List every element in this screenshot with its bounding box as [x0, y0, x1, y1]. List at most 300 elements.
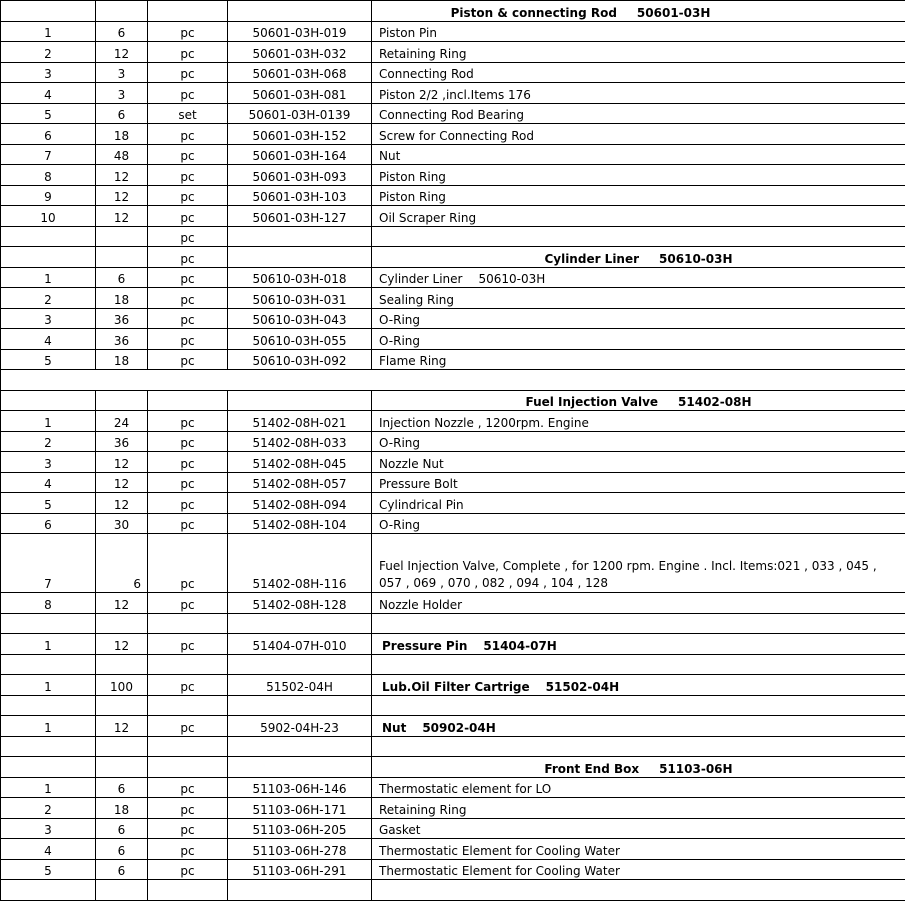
description-cell[interactable] — [372, 206, 905, 227]
item-no-cell-text: 1 — [44, 721, 52, 735]
description-text: Cylindrical Pin — [379, 498, 464, 512]
item-no-cell[interactable] — [1, 165, 96, 186]
unit-cell[interactable] — [148, 226, 228, 247]
unit-cell[interactable] — [148, 329, 228, 350]
qty-cell[interactable] — [96, 247, 148, 268]
description-cell[interactable] — [372, 493, 905, 514]
unit-cell-text: pc — [180, 477, 194, 491]
unit-cell[interactable] — [148, 83, 228, 104]
part-row — [1, 798, 905, 819]
part-no-cell[interactable] — [228, 267, 372, 288]
qty-cell[interactable] — [96, 42, 148, 63]
item-no-cell[interactable] — [1, 634, 96, 655]
description-text: O-Ring — [379, 334, 420, 348]
unit-cell[interactable] — [148, 880, 228, 901]
part-no-cell[interactable] — [228, 185, 372, 206]
description-text: Fuel Injection Valve, Complete , for 1200 rpm. Engine . Incl. Items:021 , 033 , 045 , 057 , 069 , 070 , 082 , 094 , 104 , 128 — [379, 558, 901, 592]
part-no-cell[interactable] — [228, 83, 372, 104]
part-row — [1, 226, 905, 247]
part-no-cell[interactable] — [228, 411, 372, 432]
unit-cell[interactable] — [148, 534, 228, 593]
qty-cell[interactable] — [96, 267, 148, 288]
qty-cell[interactable] — [96, 757, 148, 778]
qty-cell[interactable] — [96, 736, 148, 757]
item-no-cell-text: 1 — [44, 782, 52, 796]
item-no-cell[interactable] — [1, 124, 96, 145]
description-cell[interactable] — [372, 267, 905, 288]
part-no-cell-text: 50601-03H-103 — [252, 190, 346, 204]
qty-cell[interactable] — [96, 288, 148, 309]
part-no-cell-text: 51404-07H-010 — [252, 639, 346, 653]
description-cell[interactable] — [372, 431, 905, 452]
description-cell[interactable] — [372, 859, 905, 880]
unit-cell[interactable] — [148, 716, 228, 737]
qty-cell[interactable] — [96, 880, 148, 901]
part-row — [1, 513, 905, 534]
part-no-cell[interactable] — [228, 21, 372, 42]
qty-cell[interactable] — [96, 777, 148, 798]
unit-cell[interactable] — [148, 798, 228, 819]
part-no-cell[interactable] — [228, 144, 372, 165]
qty-cell-text: 30 — [114, 518, 129, 532]
item-no-cell[interactable] — [1, 83, 96, 104]
unit-cell[interactable] — [148, 736, 228, 757]
item-no-cell[interactable] — [1, 493, 96, 514]
qty-cell[interactable] — [96, 859, 148, 880]
part-row — [1, 267, 905, 288]
qty-cell[interactable] — [96, 798, 148, 819]
qty-cell-text: 12 — [114, 457, 129, 471]
description-cell[interactable] — [372, 654, 905, 675]
unit-cell-text: pc — [180, 170, 194, 184]
item-no-cell-text: 5 — [44, 864, 52, 878]
description-text: O-Ring — [379, 436, 420, 450]
description-text: Oil Scraper Ring — [379, 211, 476, 225]
qty-cell[interactable] — [96, 185, 148, 206]
description-cell[interactable] — [372, 798, 905, 819]
item-no-cell[interactable] — [1, 736, 96, 757]
qty-cell[interactable] — [96, 226, 148, 247]
part-no-cell[interactable] — [228, 390, 372, 411]
qty-cell[interactable] — [96, 349, 148, 370]
part-no-cell[interactable] — [228, 513, 372, 534]
item-no-cell[interactable] — [1, 880, 96, 901]
part-no-cell[interactable] — [228, 654, 372, 675]
qty-cell[interactable] — [96, 695, 148, 716]
unit-cell[interactable] — [148, 613, 228, 634]
parts-list-body — [1, 1, 905, 901]
description-text: Piston Ring — [379, 190, 446, 204]
unit-cell[interactable] — [148, 431, 228, 452]
qty-cell[interactable] — [96, 634, 148, 655]
part-no-cell[interactable] — [228, 62, 372, 83]
qty-cell[interactable] — [96, 62, 148, 83]
part-no-cell-text: 51402-08H-057 — [252, 477, 346, 491]
part-no-cell[interactable] — [228, 431, 372, 452]
qty-cell[interactable] — [96, 165, 148, 186]
part-no-cell[interactable] — [228, 349, 372, 370]
item-no-cell-text: 10 — [40, 211, 55, 225]
description-cell[interactable] — [372, 144, 905, 165]
section-title: Fuel Injection Valve — [525, 395, 658, 409]
description-cell[interactable] — [372, 593, 905, 614]
description-cell[interactable] — [372, 695, 905, 716]
unit-cell[interactable] — [148, 165, 228, 186]
unit-cell[interactable] — [148, 288, 228, 309]
description-cell[interactable] — [372, 716, 905, 737]
item-no-cell-text: 6 — [44, 518, 52, 532]
unit-cell[interactable] — [148, 675, 228, 696]
part-no-cell-text: 5902-04H-23 — [260, 721, 339, 735]
qty-cell[interactable] — [96, 431, 148, 452]
description-text: Connecting Rod — [379, 67, 474, 81]
qty-cell-text: 100 — [110, 680, 133, 694]
description-cell[interactable] — [372, 534, 905, 593]
part-no-cell[interactable] — [228, 634, 372, 655]
item-no-cell[interactable] — [1, 695, 96, 716]
part-no-cell-text: 51103-06H-146 — [252, 782, 346, 796]
item-no-cell[interactable] — [1, 21, 96, 42]
item-no-cell[interactable] — [1, 185, 96, 206]
unit-cell[interactable] — [148, 493, 228, 514]
part-no-cell[interactable] — [228, 880, 372, 901]
part-row — [1, 472, 905, 493]
item-no-cell[interactable] — [1, 593, 96, 614]
part-row — [1, 493, 905, 514]
qty-cell[interactable] — [96, 83, 148, 104]
section-code: 50610-03H — [659, 252, 732, 266]
part-no-cell[interactable] — [228, 859, 372, 880]
qty-cell-text: 6 — [118, 864, 126, 878]
section-title-cell[interactable] — [372, 757, 905, 778]
description-text: Retaining Ring — [379, 803, 466, 817]
qty-cell[interactable] — [96, 818, 148, 839]
unit-cell-text: pc — [180, 518, 194, 532]
item-no-cell[interactable] — [1, 452, 96, 473]
unit-cell[interactable] — [148, 472, 228, 493]
unit-cell[interactable] — [148, 818, 228, 839]
item-no-cell[interactable] — [1, 288, 96, 309]
part-no-cell[interactable] — [228, 736, 372, 757]
part-no-cell[interactable] — [228, 798, 372, 819]
description-cell[interactable] — [372, 288, 905, 309]
qty-cell[interactable] — [96, 124, 148, 145]
unit-cell[interactable] — [148, 634, 228, 655]
item-no-cell-text: 1 — [44, 272, 52, 286]
unit-cell-text: pc — [180, 47, 194, 61]
description-cell[interactable] — [372, 124, 905, 145]
description-text: Retaining Ring — [379, 47, 466, 61]
item-no-cell[interactable] — [1, 42, 96, 63]
section-header-row — [1, 247, 905, 268]
part-no-cell[interactable] — [228, 329, 372, 350]
item-no-cell[interactable] — [1, 349, 96, 370]
item-no-cell-text: 3 — [44, 457, 52, 471]
unit-cell[interactable] — [148, 839, 228, 860]
item-no-cell[interactable] — [1, 859, 96, 880]
unit-cell[interactable] — [148, 859, 228, 880]
part-no-cell[interactable] — [228, 206, 372, 227]
part-no-cell[interactable] — [228, 288, 372, 309]
description-cell[interactable] — [372, 42, 905, 63]
qty-cell[interactable] — [96, 593, 148, 614]
part-no-cell[interactable] — [228, 777, 372, 798]
part-no-cell[interactable] — [228, 593, 372, 614]
qty-cell-text: 6 — [118, 782, 126, 796]
part-no-cell[interactable] — [228, 1, 372, 22]
qty-cell[interactable] — [96, 329, 148, 350]
unit-cell-text: pc — [180, 190, 194, 204]
qty-cell-text: 36 — [114, 436, 129, 450]
description-cell[interactable] — [372, 839, 905, 860]
item-no-cell[interactable] — [1, 716, 96, 737]
part-row — [1, 206, 905, 227]
item-no-cell[interactable] — [1, 613, 96, 634]
qty-cell[interactable] — [96, 452, 148, 473]
item-no-cell[interactable] — [1, 62, 96, 83]
part-no-cell[interactable] — [228, 818, 372, 839]
section-code: 51402-08H — [678, 395, 751, 409]
description-cell[interactable] — [372, 880, 905, 901]
description-cell[interactable] — [372, 21, 905, 42]
description-text: Thermostatic Element for Cooling Water — [379, 844, 620, 858]
item-no-cell-text: 8 — [44, 598, 52, 612]
unit-cell[interactable] — [148, 1, 228, 22]
description-cell[interactable] — [372, 329, 905, 350]
item-no-cell-text: 3 — [44, 823, 52, 837]
item-no-cell[interactable] — [1, 513, 96, 534]
part-no-cell[interactable] — [228, 472, 372, 493]
part-no-cell-text: 50601-03H-081 — [252, 88, 346, 102]
part-no-cell[interactable] — [228, 226, 372, 247]
qty-cell[interactable] — [96, 534, 148, 593]
item-no-cell[interactable] — [1, 472, 96, 493]
description-text: Nozzle Holder — [379, 598, 462, 612]
qty-cell-text: 12 — [114, 721, 129, 735]
part-no-cell[interactable] — [228, 839, 372, 860]
part-no-cell[interactable] — [228, 695, 372, 716]
item-no-cell[interactable] — [1, 390, 96, 411]
part-no-cell[interactable] — [228, 165, 372, 186]
description-cell[interactable] — [372, 185, 905, 206]
unit-cell[interactable] — [148, 308, 228, 329]
unit-cell[interactable] — [148, 124, 228, 145]
unit-cell[interactable] — [148, 777, 228, 798]
part-no-cell[interactable] — [228, 452, 372, 473]
section-title-cell[interactable] — [372, 247, 905, 268]
item-no-cell[interactable] — [1, 267, 96, 288]
part-row — [1, 634, 905, 655]
unit-cell[interactable] — [148, 349, 228, 370]
item-no-cell[interactable] — [1, 247, 96, 268]
unit-cell[interactable] — [148, 695, 228, 716]
part-row — [1, 288, 905, 309]
part-no-cell[interactable] — [228, 124, 372, 145]
item-no-cell[interactable] — [1, 103, 96, 124]
unit-cell[interactable] — [148, 452, 228, 473]
unit-cell[interactable] — [148, 42, 228, 63]
qty-cell[interactable] — [96, 654, 148, 675]
description-text: Thermostatic Element for Cooling Water — [379, 864, 620, 878]
qty-cell[interactable] — [96, 472, 148, 493]
unit-cell[interactable] — [148, 247, 228, 268]
part-no-cell[interactable] — [228, 308, 372, 329]
qty-cell-text: 6 — [118, 844, 126, 858]
unit-cell[interactable] — [148, 144, 228, 165]
part-row — [1, 452, 905, 473]
unit-cell[interactable] — [148, 390, 228, 411]
qty-cell[interactable] — [96, 103, 148, 124]
spacer-cell[interactable] — [1, 370, 905, 391]
description-cell[interactable] — [372, 83, 905, 104]
description-cell[interactable] — [372, 634, 905, 655]
part-no-cell[interactable] — [228, 757, 372, 778]
description-cell[interactable] — [372, 62, 905, 83]
qty-cell-text: 18 — [114, 803, 129, 817]
description-text: Lub.Oil Filter Cartrige — [382, 680, 530, 694]
section-title-cell[interactable] — [372, 1, 905, 22]
unit-cell[interactable] — [148, 62, 228, 83]
unit-cell[interactable] — [148, 206, 228, 227]
item-no-cell[interactable] — [1, 798, 96, 819]
item-no-cell-text: 4 — [44, 88, 52, 102]
qty-cell[interactable] — [96, 21, 148, 42]
part-no-cell[interactable] — [228, 42, 372, 63]
qty-cell[interactable] — [96, 613, 148, 634]
part-row — [1, 349, 905, 370]
unit-cell[interactable] — [148, 593, 228, 614]
item-no-cell[interactable] — [1, 411, 96, 432]
part-no-cell-text: 50610-03H-055 — [252, 334, 346, 348]
unit-cell[interactable] — [148, 103, 228, 124]
part-no-cell-text: 51402-08H-104 — [252, 518, 346, 532]
item-no-cell[interactable] — [1, 144, 96, 165]
item-no-cell[interactable] — [1, 654, 96, 675]
part-no-cell-text: 50601-03H-068 — [252, 67, 346, 81]
item-no-cell[interactable] — [1, 226, 96, 247]
description-cell[interactable] — [372, 452, 905, 473]
item-no-cell-text: 3 — [44, 67, 52, 81]
item-no-cell[interactable] — [1, 777, 96, 798]
unit-cell-text: pc — [180, 231, 194, 245]
part-no-cell[interactable] — [228, 613, 372, 634]
part-no-cell[interactable] — [228, 103, 372, 124]
qty-cell[interactable] — [96, 411, 148, 432]
part-no-cell[interactable] — [228, 493, 372, 514]
unit-cell[interactable] — [148, 757, 228, 778]
description-text: Gasket — [379, 823, 421, 837]
qty-cell[interactable] — [96, 493, 148, 514]
part-row — [1, 42, 905, 63]
description-cell[interactable] — [372, 349, 905, 370]
item-no-cell-text: 1 — [44, 26, 52, 40]
item-no-cell[interactable] — [1, 431, 96, 452]
part-no-cell-text: 51402-08H-045 — [252, 457, 346, 471]
unit-cell[interactable] — [148, 267, 228, 288]
unit-cell[interactable] — [148, 513, 228, 534]
part-row — [1, 62, 905, 83]
qty-cell-text: 12 — [114, 170, 129, 184]
section-title-cell[interactable] — [372, 390, 905, 411]
description-cell[interactable] — [372, 226, 905, 247]
part-no-cell[interactable] — [228, 247, 372, 268]
description-cell[interactable] — [372, 675, 905, 696]
item-no-cell[interactable] — [1, 206, 96, 227]
part-no-cell[interactable] — [228, 716, 372, 737]
spacer-row — [1, 736, 905, 757]
description-cell[interactable] — [372, 411, 905, 432]
item-no-cell-text: 7 — [44, 149, 52, 163]
qty-cell[interactable] — [96, 308, 148, 329]
part-no-cell[interactable] — [228, 675, 372, 696]
item-no-cell[interactable] — [1, 329, 96, 350]
unit-cell-text: pc — [180, 26, 194, 40]
item-no-cell-text: 5 — [44, 498, 52, 512]
description-cell[interactable] — [372, 103, 905, 124]
description-cell[interactable] — [372, 308, 905, 329]
part-no-cell[interactable] — [228, 534, 372, 593]
description-cell[interactable] — [372, 613, 905, 634]
description-cell[interactable] — [372, 165, 905, 186]
unit-cell[interactable] — [148, 411, 228, 432]
item-no-cell[interactable] — [1, 308, 96, 329]
description-text: Sealing Ring — [379, 293, 454, 307]
description-text: Piston Pin — [379, 26, 437, 40]
qty-cell-text: 6 — [118, 823, 126, 837]
description-text: Nozzle Nut — [379, 457, 444, 471]
unit-cell[interactable] — [148, 654, 228, 675]
qty-cell[interactable] — [96, 1, 148, 22]
unit-cell[interactable] — [148, 21, 228, 42]
description-text: Nut — [379, 149, 400, 163]
qty-cell[interactable] — [96, 390, 148, 411]
qty-cell[interactable] — [96, 675, 148, 696]
description-text: Thermostatic element for LO — [379, 782, 551, 796]
part-no-cell-text: 51402-08H-128 — [252, 598, 346, 612]
description-text: O-Ring — [379, 313, 420, 327]
description-cell[interactable] — [372, 513, 905, 534]
item-no-cell-text: 1 — [44, 416, 52, 430]
qty-cell[interactable] — [96, 513, 148, 534]
item-no-cell-text: 5 — [44, 354, 52, 368]
item-no-cell[interactable] — [1, 839, 96, 860]
qty-cell-text: 6 — [133, 577, 141, 591]
description-cell[interactable] — [372, 818, 905, 839]
unit-cell-text: pc — [180, 88, 194, 102]
qty-cell[interactable] — [96, 839, 148, 860]
description-cell[interactable] — [372, 777, 905, 798]
unit-cell[interactable] — [148, 185, 228, 206]
qty-cell[interactable] — [96, 716, 148, 737]
item-no-cell[interactable] — [1, 534, 96, 593]
part-row — [1, 431, 905, 452]
item-no-cell-text: 5 — [44, 108, 52, 122]
item-no-cell-text: 1 — [44, 639, 52, 653]
description-cell[interactable] — [372, 736, 905, 757]
item-no-cell[interactable] — [1, 757, 96, 778]
part-no-cell-text: 50601-03H-0139 — [249, 108, 351, 122]
qty-cell[interactable] — [96, 206, 148, 227]
item-no-cell[interactable] — [1, 818, 96, 839]
description-cell[interactable] — [372, 472, 905, 493]
item-no-cell[interactable] — [1, 1, 96, 22]
unit-cell-text: pc — [180, 129, 194, 143]
unit-cell-text: pc — [180, 457, 194, 471]
qty-cell-text: 12 — [114, 598, 129, 612]
unit-cell-text: set — [178, 108, 196, 122]
item-no-cell[interactable] — [1, 675, 96, 696]
qty-cell[interactable] — [96, 144, 148, 165]
